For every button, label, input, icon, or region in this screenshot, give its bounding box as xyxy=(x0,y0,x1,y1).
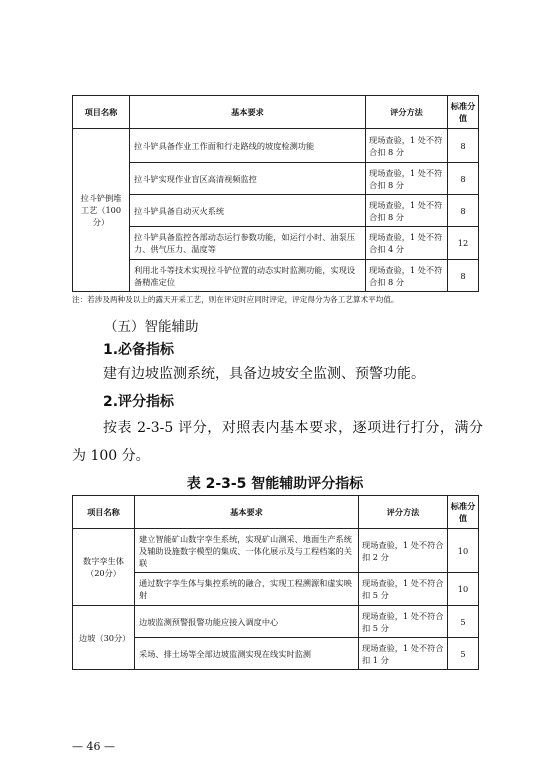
requirement-cell: 利用北斗等技术实现拉斗铲位置的动态实时监测功能，实现设备精准定位 xyxy=(130,260,366,292)
table-row xyxy=(73,606,479,638)
score-cell: 8 xyxy=(448,260,479,292)
score-cell: 5 xyxy=(448,606,479,638)
score-cell: 12 xyxy=(448,227,479,260)
col-header-method: 评分方法 xyxy=(366,96,448,129)
col-header-score: 标准分值 xyxy=(448,96,479,129)
col-header-method: 评分方法 xyxy=(359,496,448,529)
score-cell: 10 xyxy=(448,529,479,573)
table-row xyxy=(73,195,479,227)
col-header-score: 标准分值 xyxy=(448,496,479,529)
table-row xyxy=(73,260,479,292)
table-header-row xyxy=(73,496,479,529)
table-row xyxy=(73,129,479,163)
paragraph-scoring-line2: 为 100 分。 xyxy=(72,448,150,464)
section-heading: （五）智能辅助 xyxy=(104,319,199,335)
project-name-cell: 拉斗铲倒堆工艺（100分） xyxy=(73,129,130,292)
table-row xyxy=(73,529,479,573)
method-cell: 现场查验，1 处不符合扣 2 分 xyxy=(359,529,448,573)
table-title: 表 2-3-5 智能辅助评分指标 xyxy=(186,476,364,492)
score-cell: 10 xyxy=(448,573,479,606)
table-header-row xyxy=(73,96,479,129)
paragraph-required: 建有边坡监测系统，具备边坡安全监测、预警功能。 xyxy=(103,366,425,382)
score-cell: 8 xyxy=(448,163,479,195)
requirement-cell: 建立智能矿山数字孪生系统，实现矿山测采、地面生产系统及辅助设施数字模型的集成、一体化展示及与工程档案的关联 xyxy=(135,529,359,573)
col-header-project: 项目名称 xyxy=(73,96,130,129)
method-cell: 现场查验，1 处不符合扣 5 分 xyxy=(359,573,448,606)
paragraph-scoring-line1: 按表 2-3-5 评分，对照表内基本要求，逐项进行打分，满分 xyxy=(103,420,483,436)
score-cell: 8 xyxy=(448,129,479,163)
requirement-cell: 拉斗铲具备作业工作面和行走路线的坡度检测功能 xyxy=(130,129,366,163)
col-header-project: 项目名称 xyxy=(73,496,135,529)
method-cell: 现场查验，1 处不符合扣 5 分 xyxy=(359,606,448,638)
method-cell: 现场查验，1 处不符合扣 8 分 xyxy=(366,195,448,227)
method-cell: 现场查验，1 处不符合扣 8 分 xyxy=(366,129,448,163)
method-cell: 现场查验，1 处不符合扣 1 分 xyxy=(359,638,448,670)
table-row xyxy=(73,227,479,260)
table-row xyxy=(73,163,479,195)
requirement-cell: 拉斗铲实现作业盲区高清视频监控 xyxy=(130,163,366,195)
col-header-requirement: 基本要求 xyxy=(130,96,366,129)
requirement-cell: 拉斗铲具备监控各部动态运行参数功能，如运行小时、油泵压力、供气压力、温度等 xyxy=(130,227,366,260)
method-cell: 现场查验，1 处不符合扣 8 分 xyxy=(366,163,448,195)
subheading-required-indicators: 1.必备指标 xyxy=(103,342,175,358)
col-header-requirement: 基本要求 xyxy=(135,496,359,529)
score-cell: 8 xyxy=(448,195,479,227)
requirement-cell: 边坡监测预警报警功能应接入调度中心 xyxy=(135,606,359,638)
score-cell: 5 xyxy=(448,638,479,670)
page-number: — 46 — xyxy=(72,740,115,753)
method-cell: 现场查验，1 处不符合扣 8 分 xyxy=(366,260,448,292)
requirement-cell: 拉斗铲具备自动灭火系统 xyxy=(130,195,366,227)
table-note: 注：若涉及两种及以上的露天开采工艺，则在评定时应同时评定，评定得分为各工艺算术平均值。 xyxy=(72,295,399,304)
subheading-scoring-indicators: 2.评分指标 xyxy=(103,394,175,410)
requirement-cell: 采场、排土场等全部边坡监测实现在线实时监测 xyxy=(135,638,359,670)
scoring-table-dragline xyxy=(72,95,479,292)
requirement-cell: 通过数字孪生体与集控系统的融合，实现工程溯源和虚实映射 xyxy=(135,573,359,606)
project-name-cell: 数字孪生体（20分） xyxy=(73,529,135,606)
method-cell: 现场查验，1 处不符合扣 4 分 xyxy=(366,227,448,260)
project-name-cell: 边坡（30分） xyxy=(73,606,135,670)
scoring-table-intelligent-aux xyxy=(72,495,479,670)
